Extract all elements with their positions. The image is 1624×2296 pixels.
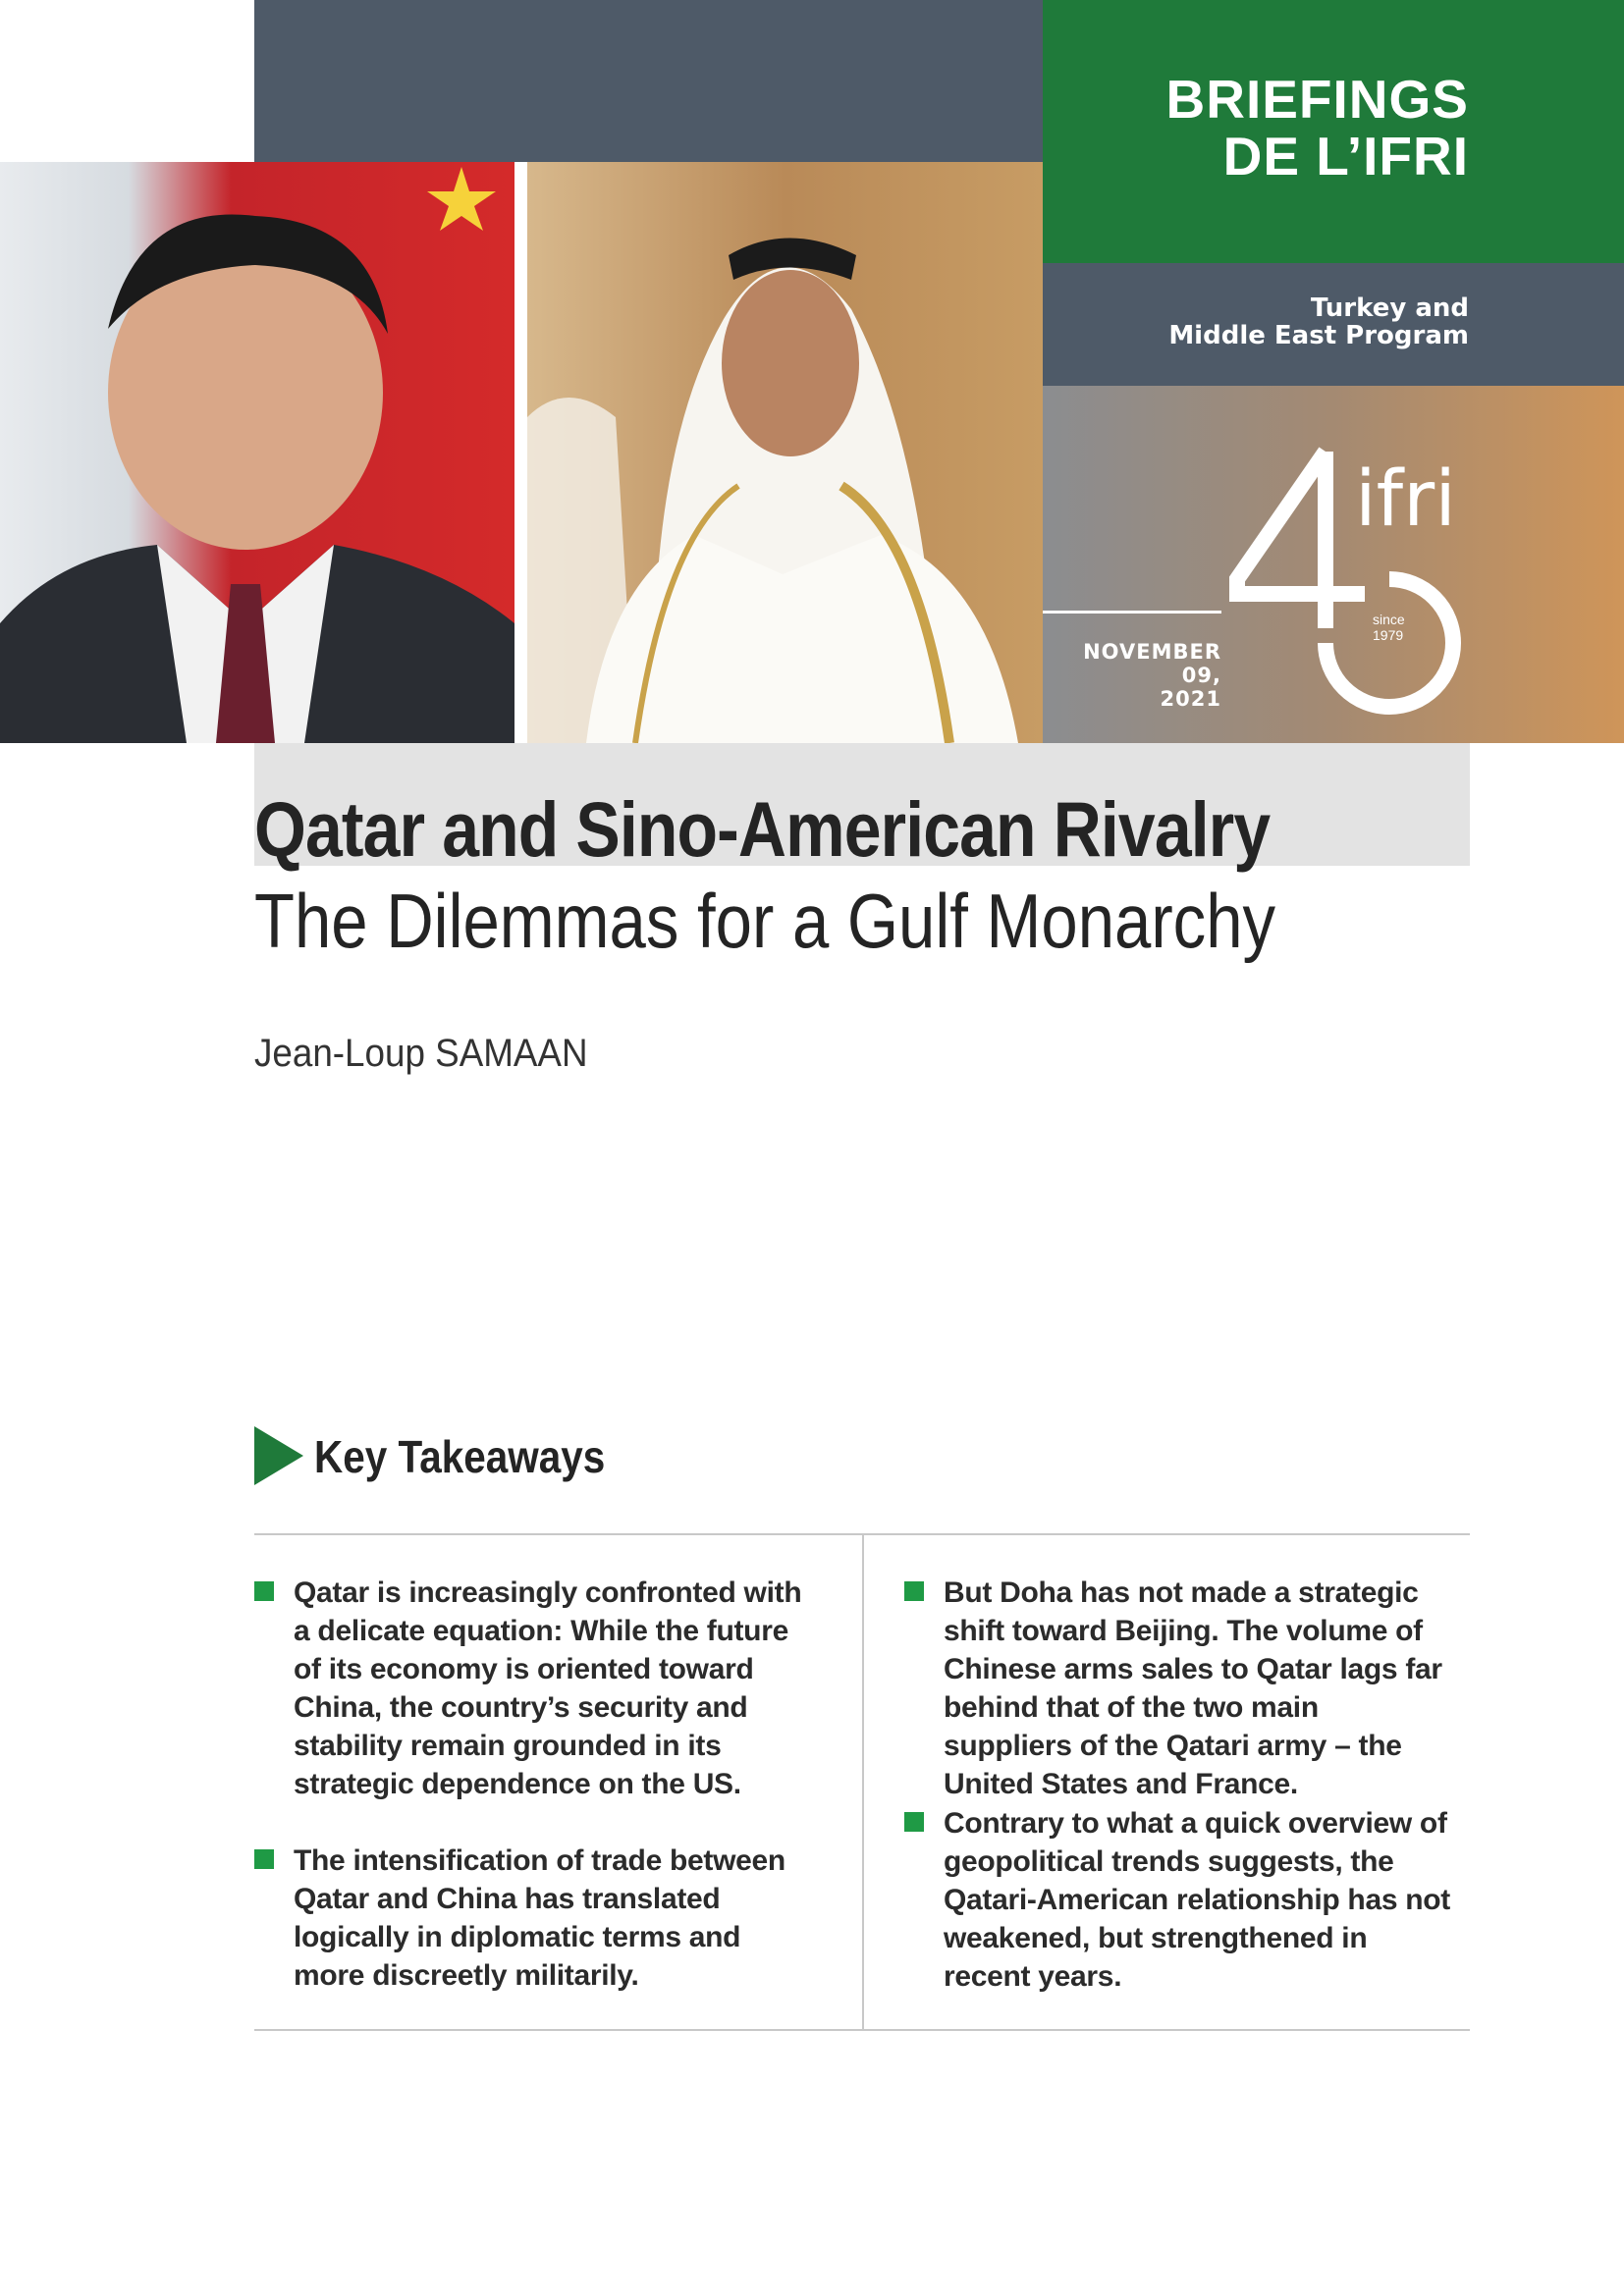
program-label-line2: Middle East Program <box>1168 321 1469 350</box>
takeaway-text: The intensification of trade between Qatar and China has translated logically in diplomatic terms and more discreetly militarily. <box>294 1844 785 1992</box>
header-slate-band <box>254 0 1043 162</box>
document-title: Qatar and Sino-American Rivalry <box>254 785 1271 873</box>
key-takeaways-heading: Key Takeaways <box>314 1431 606 1482</box>
photo-xi-jinping <box>0 162 514 743</box>
publication-date <box>1043 640 1221 711</box>
bullet-square-icon <box>904 1581 924 1601</box>
publication-date-line2: 2021 <box>1160 687 1221 711</box>
logo-ifri-text: ifri <box>1355 455 1456 544</box>
logo-since-text: since <box>1373 612 1405 627</box>
photo-emir-of-qatar <box>527 162 1043 743</box>
author-name: Jean-Loup SAMAAN <box>254 1032 588 1075</box>
series-title-line2: DE L’IFRI <box>1222 126 1469 187</box>
document-subtitle: The Dilemmas for a Gulf Monarchy <box>254 878 1276 964</box>
takeaway-text: Qatar is increasingly confronted with a delicate equation: While the future of its economy is oriented toward China, the country’s security and stability remain grounded in its strategic dependence on the US. <box>294 1576 802 1800</box>
date-rule <box>1043 611 1221 614</box>
takeaway-text: Contrary to what a quick overview of geopolitical trends suggests, the Qatari-American relationship has not weakened, but strengthened in recent years. <box>944 1807 1450 1993</box>
program-label <box>1168 294 1469 349</box>
publication-date-line1: NOVEMBER 09, <box>1083 640 1221 687</box>
bullet-square-icon <box>254 1849 274 1869</box>
takeaway-text: But Doha has not made a strategic shift toward Beijing. The volume of Chinese arms sales to Qatar lags far behind that of the two main suppliers of the Qatari army – the United States and France. <box>944 1576 1442 1800</box>
series-title-line1: BRIEFINGS <box>1165 69 1469 130</box>
series-title <box>1166 71 1469 185</box>
takeaways-column-divider <box>862 1535 864 2029</box>
logo-year-text: 1979 <box>1373 627 1404 643</box>
program-label-line1: Turkey and <box>1310 294 1469 323</box>
photo-divider <box>514 162 527 743</box>
play-arrow-icon <box>254 1426 303 1485</box>
bullet-square-icon <box>904 1812 924 1832</box>
bullet-square-icon <box>254 1581 274 1601</box>
takeaways-bottom-rule <box>254 2029 1470 2031</box>
ifri-40-logo <box>1218 432 1473 717</box>
